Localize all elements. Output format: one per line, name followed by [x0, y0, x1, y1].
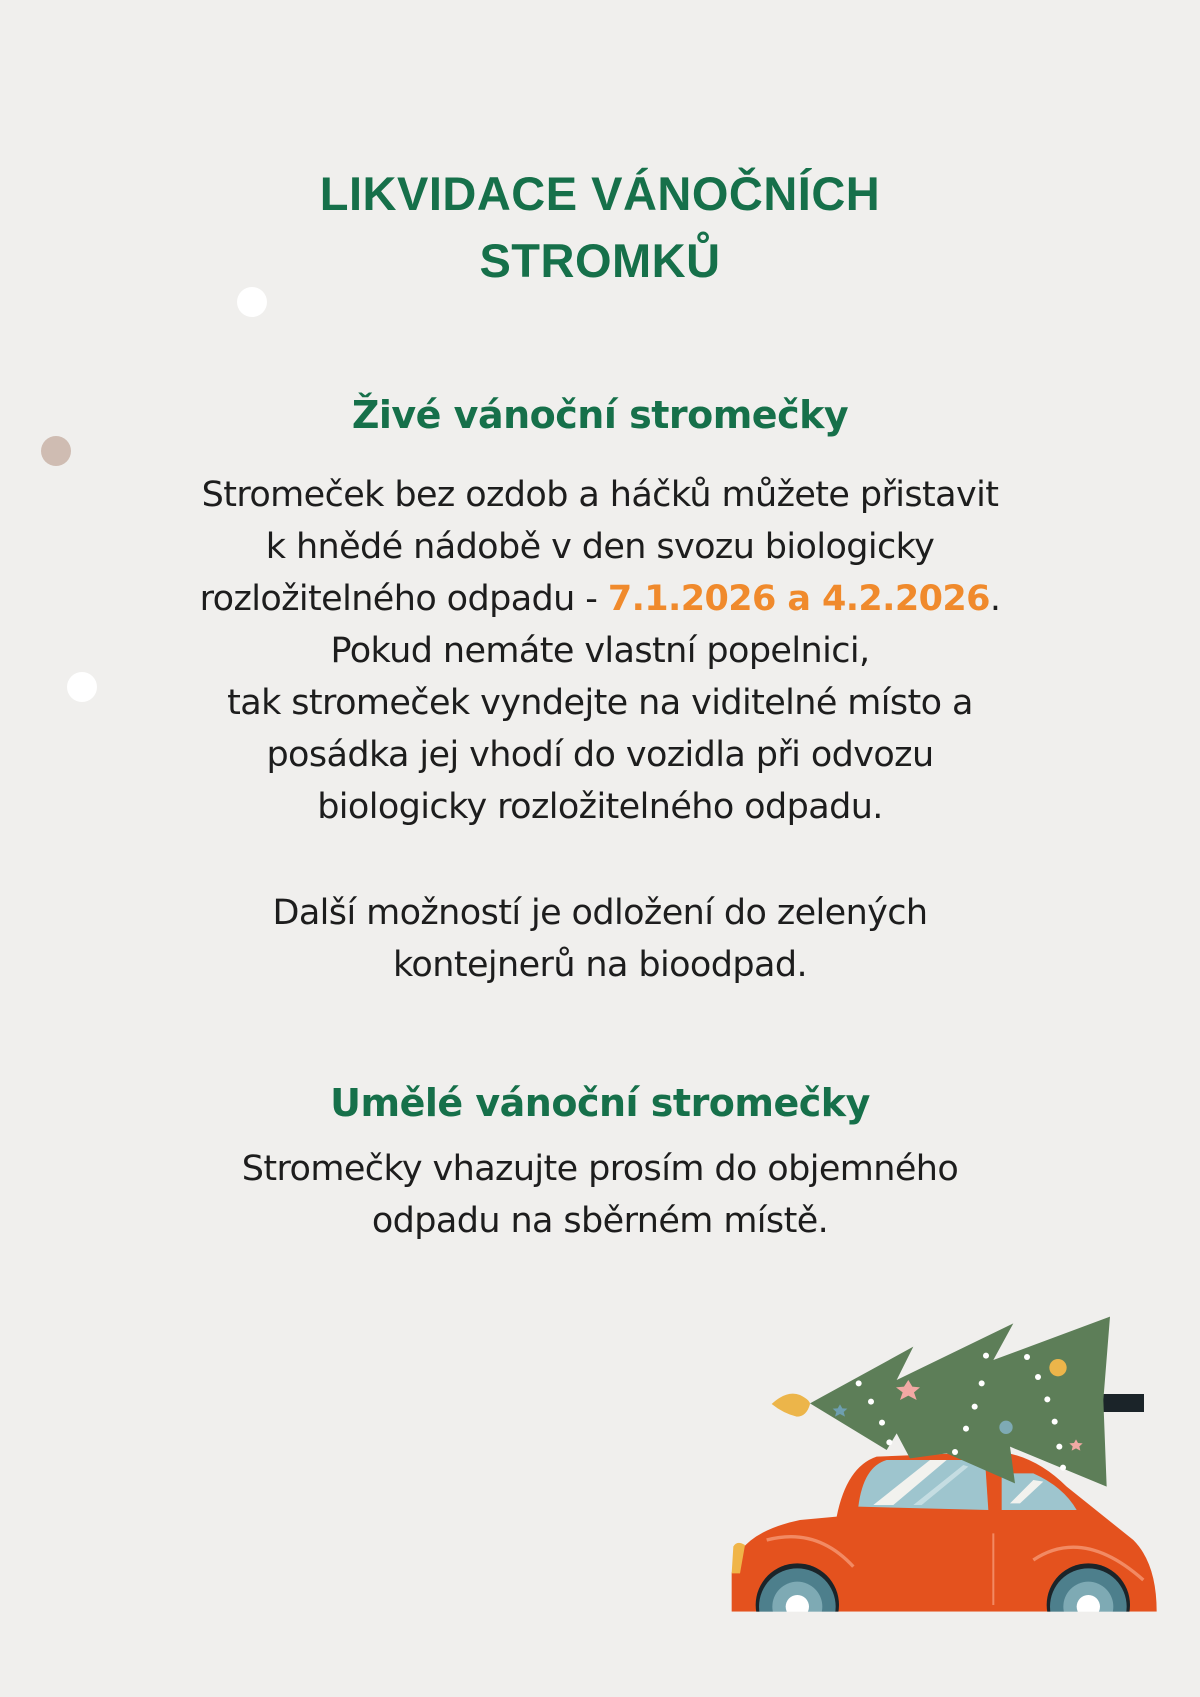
text-line: kontejnerů na bioodpad.: [393, 945, 807, 985]
text-line: odpadu na sběrném místě.: [371, 1201, 829, 1241]
title-line: LIKVIDACE VÁNOČNÍCH: [319, 167, 881, 220]
title-line: STROMKŮ: [479, 234, 721, 287]
text-line: posádka jej vhodí do vozidla při odvozu: [266, 735, 934, 775]
text-line: k hnědé nádobě v den svozu biologicky: [265, 527, 935, 567]
text-line: biologicky rozložitelného odpadu.: [317, 787, 883, 827]
live-trees-text: [0, 469, 1200, 833]
text-line: Pokud nemáte vlastní popelnici,: [330, 631, 870, 671]
text-line: tak stromeček vyndejte na viditelné místo a: [227, 683, 973, 723]
text-line: Stromeček bez ozdob a háčků můžete přistavit: [201, 475, 999, 515]
car-with-tree-illustration: [700, 1280, 1200, 1630]
text-line: Další možností je odložení do zelených: [272, 893, 928, 933]
text-fragment: rozložitelného odpadu -: [199, 579, 608, 619]
decor-dot: [41, 436, 71, 466]
collection-dates: 7.1.2026 a 4.2.2026: [607, 579, 990, 619]
artificial-trees-heading: Umělé vánoční stromečky: [330, 1081, 870, 1125]
text-line: [0, 573, 1200, 625]
text-line: Stromečky vhazujte prosím do objemného: [241, 1149, 959, 1189]
live-trees-heading: Živé vánoční stromečky: [351, 393, 849, 437]
other-option-text: [0, 887, 1200, 991]
artificial-trees-text: [0, 1143, 1200, 1247]
text-fragment: .: [989, 579, 1001, 619]
page-title: [0, 160, 1200, 294]
